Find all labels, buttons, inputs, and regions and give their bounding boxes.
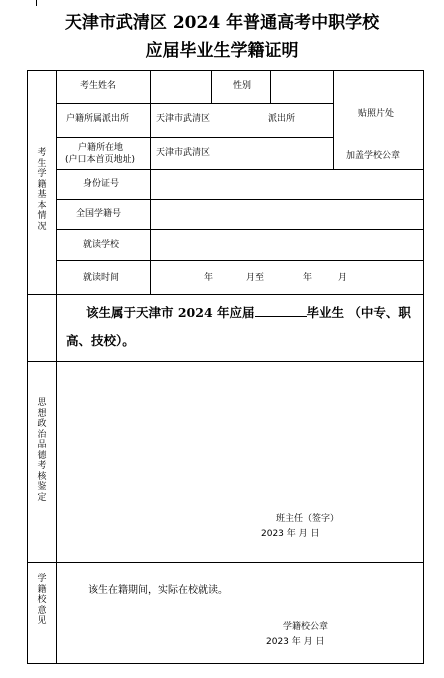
opinion-date: 2023 年 月 日 [266, 637, 325, 647]
school-label: 就读学校 [83, 240, 120, 250]
graduate-declaration [66, 299, 432, 355]
student-number-label: 全国学籍号 [76, 209, 122, 219]
study-time-label: 就读时间 [83, 273, 120, 283]
corner-tick-mark [36, 0, 37, 6]
study-time-month-end: 月 [338, 273, 348, 283]
side-label-opinion: 学籍校意见 [37, 574, 47, 626]
study-time-month-to: 月至 [246, 273, 265, 283]
name-label: 考生姓名 [80, 81, 117, 91]
study-time-year-end: 年 [303, 273, 313, 283]
gender-label: 性别 [233, 81, 252, 91]
police-district-value: 天津市武清区 [156, 114, 211, 124]
address-label: 户籍所在地 [78, 143, 124, 153]
address-value: 天津市武清区 [156, 148, 211, 158]
side-label-evaluation: 思想政治品德考核鉴定 [37, 398, 47, 503]
declaration-text-start: 该生属于天津市 2024 年应届 [86, 305, 255, 320]
document-title-line-2: 应届毕业生学籍证明 [145, 41, 299, 61]
study-time-year-start: 年 [204, 273, 214, 283]
school-stamp-label: 加盖学校公章 [346, 151, 401, 161]
registration-school-stamp-label: 学籍校公章 [283, 622, 329, 632]
school-opinion-text: 该生在籍期间，实际在校就读。 [88, 585, 228, 596]
evaluation-date: 2023 年 月 日 [261, 529, 320, 539]
side-label-basic-info: 考生学籍基本情况 [37, 148, 47, 232]
police-station-label: 户籍所属派出所 [66, 114, 130, 124]
police-suffix: 派出所 [268, 114, 296, 124]
address-sublabel: (户口本首页地址) [65, 155, 136, 165]
id-number-label: 身份证号 [83, 179, 120, 189]
declaration-text-end: 毕业生 （中专、职高、技校）。 [66, 305, 411, 348]
graduate-type-blank[interactable] [255, 303, 307, 317]
photo-placeholder-label: 贴照片处 [358, 109, 395, 119]
document-title-line-1: 天津市武清区 2024 年普通高考中职学校 [64, 13, 380, 33]
class-teacher-signature-label: 班主任（签字） [276, 514, 340, 524]
